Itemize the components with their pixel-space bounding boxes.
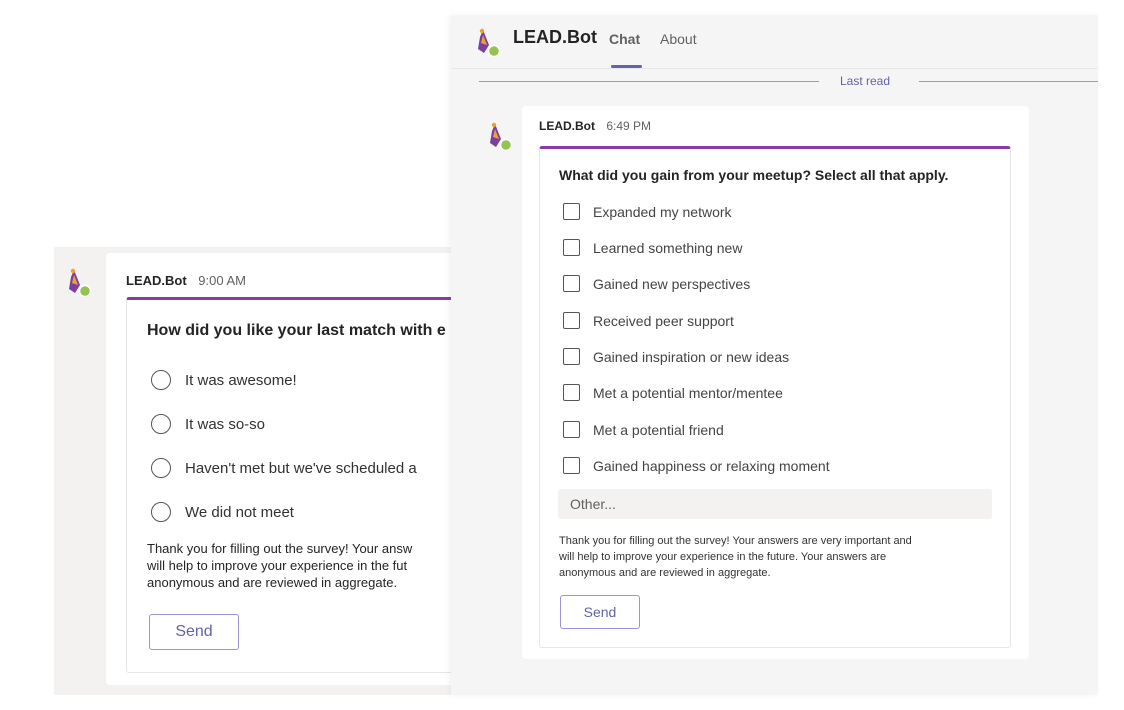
sender-name: LEAD.Bot xyxy=(539,119,595,133)
checkbox-option-label: Met a potential friend xyxy=(593,421,724,438)
checkbox-option-label: Gained happiness or relaxing moment xyxy=(593,457,830,474)
thank-you-line: Thank you for filling out the survey! Your answ xyxy=(147,541,413,556)
radio-option-label: Haven't met but we've scheduled a xyxy=(185,459,417,477)
last-read-label: Last read xyxy=(840,74,891,88)
message-time: 9:00 AM xyxy=(198,273,246,288)
radio-button-icon[interactable] xyxy=(151,458,171,478)
checkbox-option[interactable] xyxy=(563,203,732,220)
background-chat-window xyxy=(54,247,474,695)
checkbox-icon[interactable] xyxy=(563,421,580,438)
lead-bot-avatar-icon xyxy=(481,119,515,153)
send-button[interactable]: Send xyxy=(149,614,239,650)
last-read-divider-left xyxy=(479,81,819,82)
thank-you-text xyxy=(559,533,999,581)
survey-card xyxy=(539,146,1011,648)
message-bubble xyxy=(522,106,1029,659)
thank-you-line: will help to improve your experience in the future. Your answers are xyxy=(559,551,887,563)
checkbox-option[interactable] xyxy=(563,421,724,438)
checkbox-option[interactable] xyxy=(563,348,789,365)
checkbox-icon[interactable] xyxy=(563,312,580,329)
survey-question: How did you like your last match with e xyxy=(147,322,446,339)
checkbox-option-label: Met a potential mentor/mentee xyxy=(593,384,783,401)
checkbox-icon[interactable] xyxy=(563,203,580,220)
survey-card xyxy=(126,297,474,673)
thank-you-text xyxy=(147,540,474,591)
radio-option[interactable] xyxy=(151,502,294,522)
lead-bot-avatar-icon xyxy=(60,265,94,299)
thank-you-line: anonymous and are reviewed in aggregate. xyxy=(147,575,398,590)
checkbox-option-label: Expanded my network xyxy=(593,203,732,220)
tab-chat[interactable]: Chat xyxy=(609,31,641,47)
message-time: 6:49 PM xyxy=(606,119,652,133)
last-read-divider-right xyxy=(919,81,1098,82)
radio-button-icon[interactable] xyxy=(151,414,171,434)
radio-option-label: It was so-so xyxy=(185,415,266,433)
checkbox-icon[interactable] xyxy=(563,275,580,292)
checkbox-option[interactable] xyxy=(563,239,742,256)
other-input[interactable] xyxy=(558,489,992,519)
survey-question: What did you gain from your meetup? Select all that apply. xyxy=(559,167,949,183)
lead-bot-avatar-icon xyxy=(469,25,503,59)
message-meta xyxy=(539,119,651,133)
app-header xyxy=(451,15,1098,69)
message-bubble xyxy=(106,253,474,685)
radio-option[interactable] xyxy=(151,414,265,434)
app-title: LEAD.Bot xyxy=(513,27,597,47)
send-button[interactable]: Send xyxy=(560,595,640,629)
radio-option-label: We did not meet xyxy=(185,503,294,521)
radio-option-label: It was awesome! xyxy=(185,371,297,389)
thank-you-line: Thank you for filling out the survey! Your answers are very important and xyxy=(559,535,912,547)
checkbox-icon[interactable] xyxy=(563,348,580,365)
radio-button-icon[interactable] xyxy=(151,502,171,522)
radio-button-icon[interactable] xyxy=(151,370,171,390)
checkbox-option-label: Learned something new xyxy=(593,239,743,256)
checkbox-icon[interactable] xyxy=(563,457,580,474)
checkbox-icon[interactable] xyxy=(563,239,580,256)
checkbox-option[interactable] xyxy=(563,457,830,474)
checkbox-icon[interactable] xyxy=(563,384,580,401)
checkbox-option[interactable] xyxy=(563,275,750,292)
checkbox-option-label: Gained inspiration or new ideas xyxy=(593,348,790,365)
radio-option[interactable] xyxy=(151,370,297,390)
active-tab-indicator xyxy=(611,65,642,68)
sender-name: LEAD.Bot xyxy=(126,273,187,288)
checkbox-option-label: Received peer support xyxy=(593,312,734,329)
checkbox-option[interactable] xyxy=(563,312,734,329)
radio-option[interactable] xyxy=(151,458,417,478)
thank-you-line: anonymous and are reviewed in aggregate. xyxy=(559,567,771,579)
foreground-chat-window xyxy=(451,15,1098,695)
checkbox-option[interactable] xyxy=(563,384,783,401)
checkbox-option-label: Gained new perspectives xyxy=(593,275,751,292)
tab-about[interactable]: About xyxy=(660,31,697,47)
thank-you-line: will help to improve your experience in the fut xyxy=(147,558,408,573)
message-meta xyxy=(126,273,246,288)
